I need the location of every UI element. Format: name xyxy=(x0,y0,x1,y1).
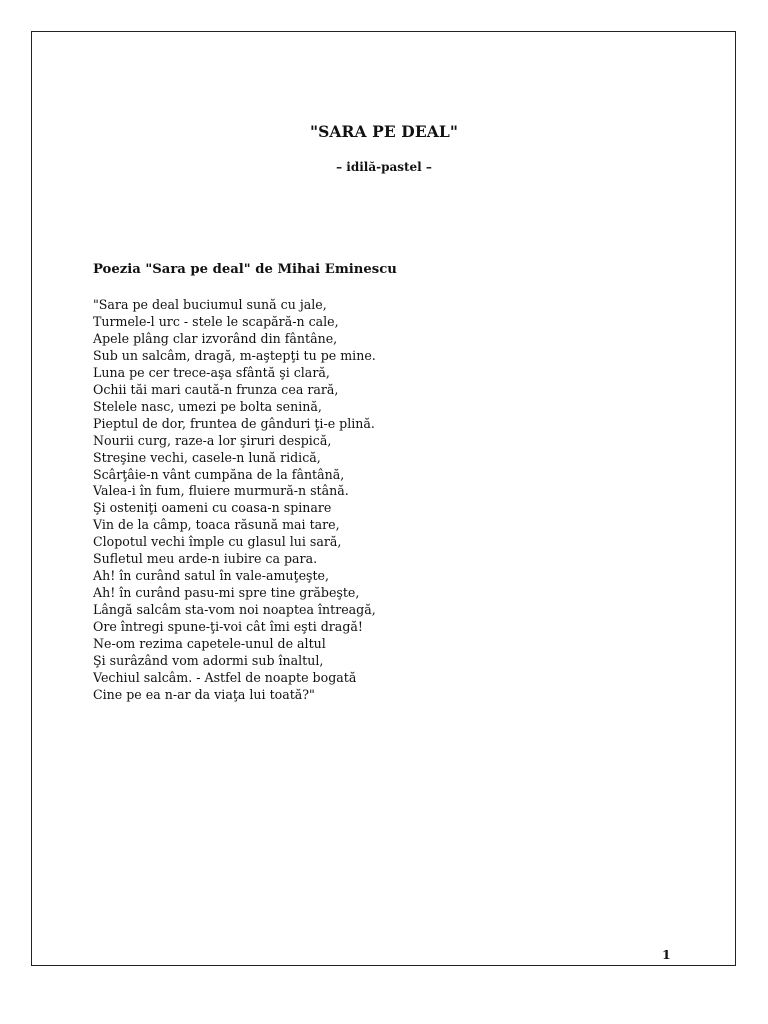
poem-line: Şi osteniţi oameni cu coasa-n spinare xyxy=(93,500,332,516)
poem-line: Pieptul de dor, fruntea de gânduri ţi-e plină. xyxy=(93,415,375,431)
poem-line: Nourii curg, raze-a lor şiruri despică, xyxy=(93,432,332,448)
poem-line: Streşine vechi, casele-n lună ridică, xyxy=(93,449,321,465)
poem-line: Ah! în curând satul în vale-amuţeşte, xyxy=(93,568,330,584)
poem-line: Vin de la câmp, toaca răsună mai tare, xyxy=(93,517,340,533)
poem-line: "Sara pe deal buciumul sună cu jale, xyxy=(93,297,327,312)
poem-line: Lângă salcâm sta-vom noi noaptea întreagă, xyxy=(93,602,376,618)
poem-line: Sub un salcâm, dragă, m-aştepţi tu pe mine. xyxy=(93,347,376,363)
poem-line: Ore întregi spune-ţi-voi cât îmi eşti dragă! xyxy=(93,619,363,635)
poem-line: Cine pe ea n-ar da viaţa lui toată?" xyxy=(93,686,315,702)
document-title: "SARA PE DEAL" xyxy=(309,122,459,141)
poem-line: Apele plâng clar izvorând din fântâne, xyxy=(93,330,338,346)
poem-line: Clopotul vechi împle cu glasul lui sară, xyxy=(93,534,342,550)
poem-line: Vechiul salcâm. - Astfel de noapte bogată xyxy=(93,669,357,685)
poem-line: Valea-i în fum, fluiere murmură-n stână. xyxy=(93,483,349,499)
poem-line: Ne-om rezima capetele-unul de altul xyxy=(93,636,326,652)
poem-line: Luna pe cer trece-aşa sfântă şi clară, xyxy=(93,364,330,380)
poem-line: Scârţâie-n vânt cumpăna de la fântână, xyxy=(93,466,345,482)
document-subtitle: – idilă-pastel – xyxy=(336,160,432,174)
poem-line: Ochii tăi mari caută-n frunza cea rară, xyxy=(93,381,339,397)
poem-line: Sufletul meu arde-n iubire ca para. xyxy=(93,551,318,567)
poem-text xyxy=(93,297,376,704)
poem-line: Turmele-l urc - stele le scapără-n cale, xyxy=(93,313,339,329)
poem-line: Stelele nasc, umezi pe bolta senină, xyxy=(93,398,322,414)
poem-line: Ah! în curând pasu-mi spre tine grăbeşte, xyxy=(93,585,360,601)
poem-heading: Poezia "Sara pe deal" de Mihai Eminescu xyxy=(93,262,397,277)
poem-line: Şi surâzând vom adormi sub înaltul, xyxy=(93,653,324,669)
page-number: 1 xyxy=(662,947,671,962)
